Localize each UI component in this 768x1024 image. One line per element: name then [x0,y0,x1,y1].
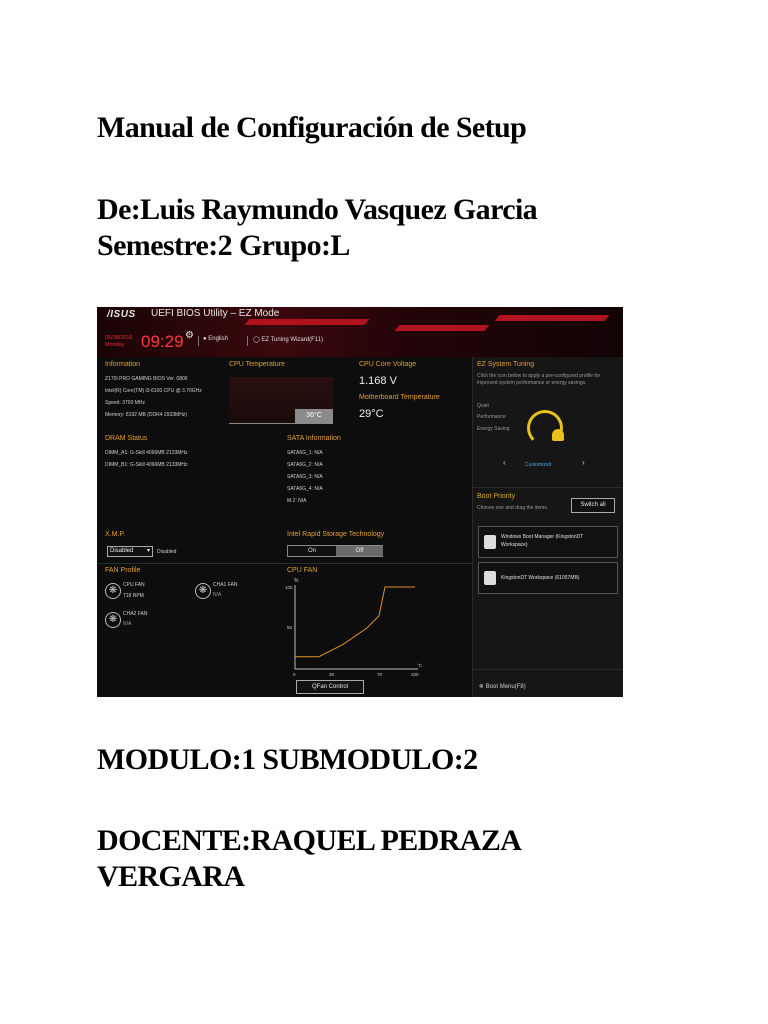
ez-tuning-description: Click the icon below to apply a pre-configured profile for improved system performance or energy savings. [477,373,601,386]
fan-icon[interactable]: ❋ [105,583,121,599]
boot-item-label: KingstonDT Workspace (61057MB) [501,575,580,581]
sata-line: SATA6G_1: N/A [287,450,323,456]
boot-menu-label: Boot Menu(F8) [485,684,526,690]
sata-line: SATA6G_3: N/A [287,474,323,480]
ez-energy-label[interactable]: Energy Saving [477,426,510,432]
date-text: 05/08/2016 [105,335,133,341]
y-unit-label: % [294,578,299,584]
fan-icon[interactable]: ❋ [105,612,121,628]
fan-curve-line [295,587,415,657]
cpu-fan-label: CPU FAN [123,582,145,588]
switch-all-button[interactable]: Switch all [571,498,615,513]
asus-logo: /ISUS [107,309,136,320]
x-tick-label: 0 [293,672,296,677]
teacher-line-1: DOCENTE:RAQUEL PEDRAZA [97,824,522,857]
cha1-fan-label: CHA1 FAN [213,582,238,588]
boot-item-label: Windows Boot Manager (KingstonDT Workspace) [501,534,584,548]
irst-heading: Intel Rapid Storage Technology [287,531,385,538]
xmp-status: Disabled [157,549,177,555]
sata-line: SATA6G_2: N/A [287,462,323,468]
fan-icon[interactable]: ❋ [195,583,211,599]
cpu-temperature-heading: CPU Temperature [229,361,285,368]
fan-profile-heading: FAN Profile [105,567,141,574]
cpu-temperature-value: 36°C [295,409,333,423]
x-tick-label: 100 [411,672,419,677]
irst-toggle[interactable] [287,545,383,557]
info-line: Intel(R) Core(TM) i3-6100 CPU @ 3.70GHz [105,388,202,394]
y-tick-label: 50 [287,625,293,630]
x-unit-label: °C [417,663,423,668]
xmp-select-value: Disabled [110,548,134,554]
bios-screenshot [97,307,623,697]
ez-wizard-label: EZ Tuning Wizard(F11) [261,337,323,343]
cha2-fan-value: N/A [123,621,132,627]
module-line: MODULO:1 SUBMODULO:2 [97,743,478,776]
qfan-control-button[interactable]: QFan Control [296,680,364,694]
boot-priority-heading: Boot Priority [477,493,516,500]
cha1-fan-value: N/A [213,592,222,598]
dram-line: DIMM_A1: G-Skill 4096MB 2133MHz [105,450,188,456]
sata-line: SATA6G_4: N/A [287,486,323,492]
mb-temperature-value: 29°C [359,408,384,420]
cpu-fan-chart-heading: CPU FAN [287,567,318,574]
chevron-right-icon[interactable]: › [582,458,585,467]
chevron-left-icon[interactable]: ‹ [503,458,506,467]
bios-title: UEFI BIOS Utility – EZ Mode [151,308,280,319]
drive-icon [484,535,496,549]
boot-priority-description: Choose one and drag the items. [477,505,549,511]
irst-off-option[interactable]: Off [336,546,383,556]
cpu-fan-chart[interactable] [283,577,423,677]
info-line: Speed: 3700 MHz [105,400,146,406]
info-line: Memory: 8192 MB (DDR4 2933MHz) [105,412,187,418]
ez-performance-label[interactable]: Performance [477,414,506,420]
dram-heading: DRAM Status [105,435,148,442]
y-tick-label: 100 [285,585,293,590]
ez-tuning-wizard-button[interactable] [253,336,323,343]
dram-line: DIMM_B1: G-Skill 4096MB 2133MHz [105,462,188,468]
gear-icon[interactable]: ⚙ [185,330,194,341]
information-heading: Information [105,361,141,368]
cha2-fan-label: CHA2 FAN [123,611,148,617]
day-text: Monday [105,342,125,348]
xmp-select[interactable] [107,546,153,557]
drive-icon [484,571,496,585]
author-line: De:Luis Raymundo Vasquez Garcia [97,193,538,226]
globe-icon: ● [203,336,209,342]
x-tick-label: 70 [377,672,383,677]
boot-item[interactable] [478,562,618,594]
sata-line: M.2: N/A [287,498,307,504]
document-title: Manual de Configuración de Setup [97,111,527,144]
language-label: English [208,336,228,342]
irst-on-option[interactable]: On [288,546,336,556]
ez-tuning-heading: EZ System Tuning [477,361,535,368]
bios-clock: 09:29 [141,332,184,351]
boot-menu-button[interactable] [479,683,526,691]
boot-item[interactable] [478,526,618,558]
cpu-voltage-value: 1.168 V [359,375,397,387]
language-selector[interactable] [203,336,228,342]
info-line: Z170I PRO GAMING BIOS Ver. 0806 [105,376,188,382]
bios-header-bar [97,307,623,357]
semester-group-line: Semestre:2 Grupo:L [97,229,350,262]
teacher-line-2: VERGARA [97,860,245,893]
x-tick-label: 30 [329,672,335,677]
bulb-icon: ◯ [253,337,262,343]
chevron-down-icon: ▾ [146,548,150,554]
xmp-heading: X.M.P. [105,531,126,538]
bios-date [105,335,133,349]
mb-temperature-heading: Motherboard Temperature [359,394,440,401]
cpu-fan-value: 718 RPM [123,593,144,599]
sata-heading: SATA Information [287,435,341,442]
ez-tuning-mode: Customized [525,462,552,468]
cpu-voltage-heading: CPU Core Voltage [359,361,417,368]
ez-quiet-label[interactable]: Quiet [477,403,489,409]
snowflake-icon: ❄ [479,684,486,690]
user-icon [552,429,564,441]
